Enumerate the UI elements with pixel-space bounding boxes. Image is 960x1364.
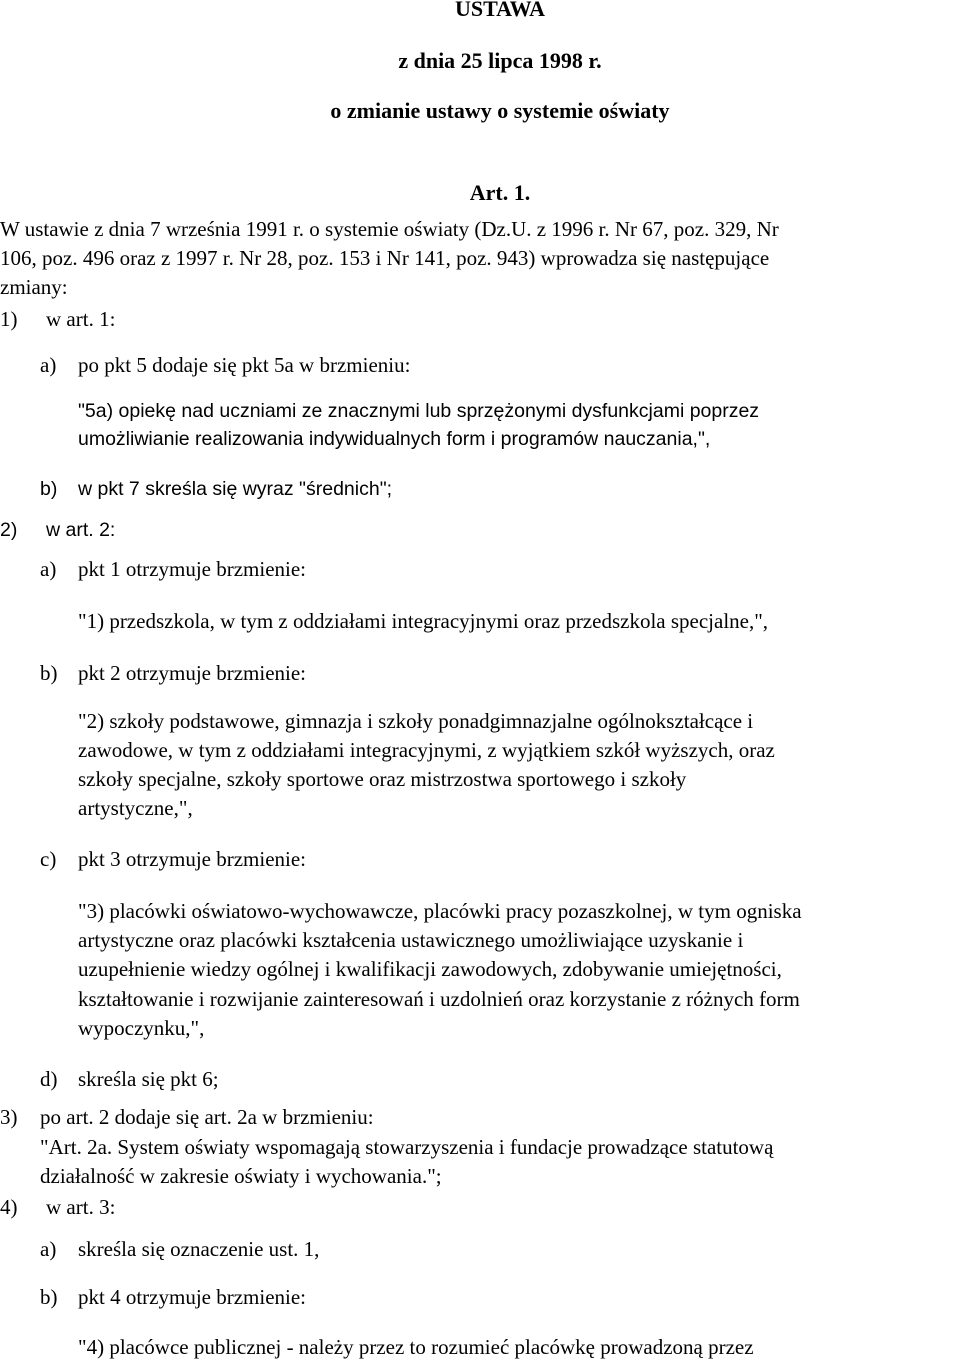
item-4-text: w art. 3: (46, 1195, 116, 1219)
quote-2-line-4: artystyczne,", (78, 796, 193, 820)
quote-3-line-4: kształtowanie i rozwijanie zainteresowań i uzdolnień oraz korzystanie z różnych form (78, 987, 800, 1011)
item-4a-text: skreśla się oznaczenie ust. 1, (78, 1237, 320, 1261)
item-1a-text: po pkt 5 dodaje się pkt 5a w brzmieniu: (78, 353, 411, 377)
quote-2a-line-2: działalność w zakresie oświaty i wychowania."; (40, 1164, 442, 1188)
quote-3-line-2: artystyczne oraz placówki kształcenia ustawicznego umożliwiające uzyskanie i (78, 928, 744, 952)
item-4a-number: a) (40, 1237, 57, 1261)
item-2c-number: c) (40, 847, 57, 871)
intro-line-1: W ustawie z dnia 7 września 1991 r. o systemie oświaty (Dz.U. z 1996 r. Nr 67, poz. 329, Nr (0, 217, 779, 241)
item-1b-number: b) (40, 478, 58, 500)
quote-3-line-5: wypoczynku,", (78, 1016, 205, 1040)
item-2a-text: pkt 1 otrzymuje brzmienie: (78, 557, 307, 581)
quote-3-line-3: uzupełnienie wiedzy ogólnej i kwalifikacji zawodowych, zdobywanie umiejętności, (78, 957, 782, 981)
item-1-text: w art. 1: (46, 307, 116, 331)
quote-1-line-1: "1) przedszkola, w tym z oddziałami integracyjnymi oraz przedszkola specjalne,", (78, 609, 769, 633)
item-2c-text: pkt 3 otrzymuje brzmienie: (78, 847, 307, 871)
act-subject: o zmianie ustawy o systemie oświaty (330, 98, 670, 123)
quote-4-line-1: "4) placówce publicznej - należy przez to rozumieć placówkę prowadzoną przez (78, 1335, 754, 1359)
item-4b-text: pkt 4 otrzymuje brzmienie: (78, 1285, 307, 1309)
quote-3-line-1: "3) placówki oświatowo-wychowawcze, placówki pracy pozaszkolnej, w tym ogniska (78, 899, 802, 923)
quote-2-line-1: "2) szkoły podstawowe, gimnazja i szkoły ponadgimnazjalne ogólnokształcące i (78, 709, 754, 733)
item-2d-text: skreśla się pkt 6; (78, 1067, 219, 1091)
item-4b-number: b) (40, 1285, 58, 1309)
quote-2-line-2: zawodowe, w tym z oddziałami integracyjnymi, z wyjątkiem szkół wyższych, oraz (78, 738, 775, 762)
item-1-number: 1) (0, 307, 18, 331)
item-1a-number: a) (40, 353, 57, 377)
quote-2a-line-1: "Art. 2a. System oświaty wspomagają stowarzyszenia i fundacje prowadzące statutową (40, 1135, 774, 1159)
item-2b-number: b) (40, 661, 58, 685)
item-4-number: 4) (0, 1195, 18, 1219)
item-1b-text: w pkt 7 skreśla się wyraz "średnich"; (78, 478, 393, 500)
intro-line-2: 106, poz. 496 oraz z 1997 r. Nr 28, poz. 153 i Nr 141, poz. 943) wprowadza się następujące (0, 246, 770, 270)
item-3-number: 3) (0, 1105, 18, 1129)
item-3-text: po art. 2 dodaje się art. 2a w brzmieniu: (40, 1105, 374, 1129)
article-heading: Art. 1. (469, 180, 531, 205)
intro-line-3: zmiany: (0, 275, 68, 299)
item-2d-number: d) (40, 1067, 58, 1091)
item-2a-number: a) (40, 557, 57, 581)
quote-2-line-3: szkoły specjalne, szkoły sportowe oraz mistrzostwa sportowego i szkoły (78, 767, 687, 791)
item-2-text: w art. 2: (46, 519, 116, 541)
quote-5a-line-2: umożliwianie realizowania indywidualnych form i programów nauczania,", (78, 428, 711, 450)
quote-5a-line-1: "5a) opiekę nad uczniami ze znacznymi lub sprzężonymi dysfunkcjami poprzez (78, 400, 760, 422)
act-date: z dnia 25 lipca 1998 r. (398, 48, 602, 73)
item-2-number: 2) (0, 519, 18, 541)
item-2b-text: pkt 2 otrzymuje brzmienie: (78, 661, 307, 685)
act-title: USTAWA (454, 0, 546, 21)
